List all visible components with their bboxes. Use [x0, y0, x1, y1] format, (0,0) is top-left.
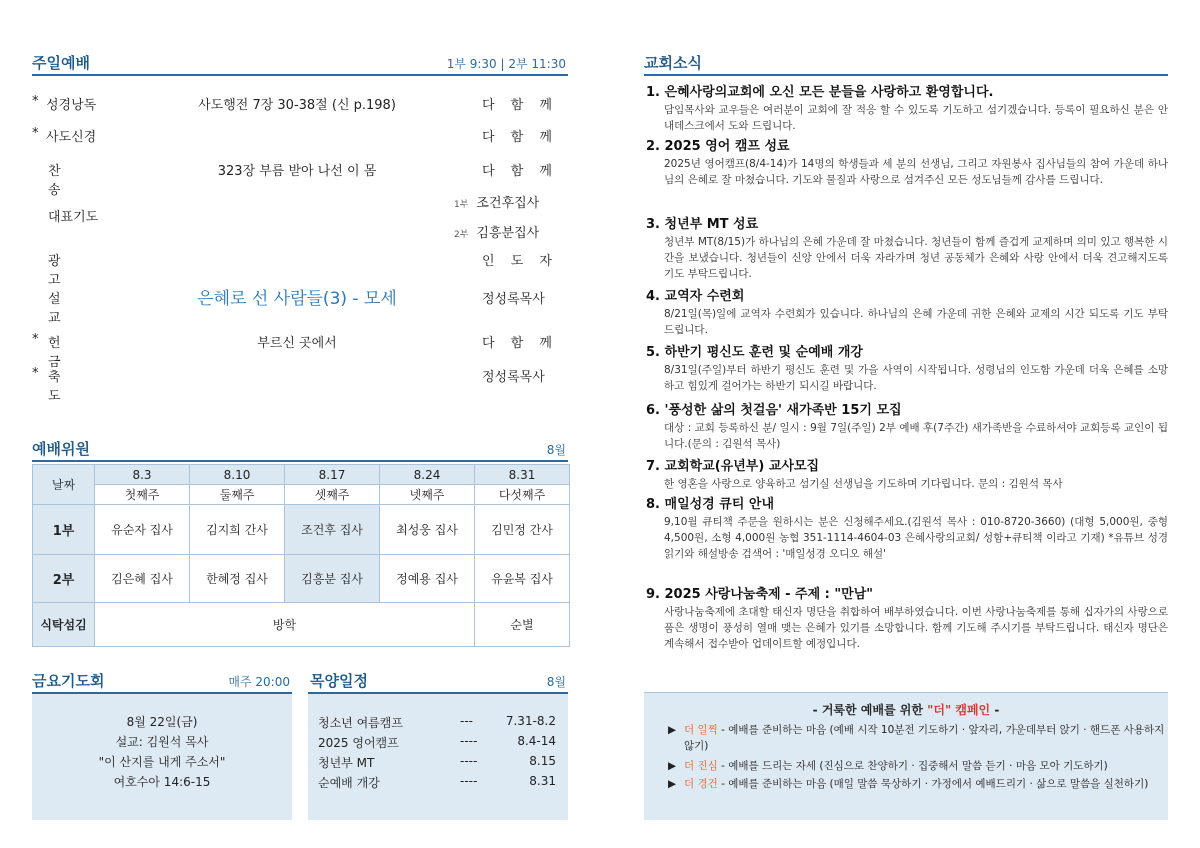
- row-label-1: 1부: [33, 505, 95, 555]
- sermon-title: 은혜로 선 사람들(3) - 모세: [197, 289, 397, 309]
- schedule-box: 청소년 여름캠프 --- 7.31-8.2 2025 영어캠프 ---- 8.4-14 청년부 MT ---- 8.15 순예배 개강 ---- 8.31: [308, 694, 568, 820]
- campaign-box: [644, 692, 1168, 820]
- staff-month: 8월: [546, 443, 566, 457]
- worship-title: 주일예배: [32, 54, 90, 72]
- news-item: 1. 은혜사랑의교회에 오신 모든 분들을 사랑하고 환영합니다. 담임목사와 교우들은 여러분이 교회에 잘 적응 할 수 있도록 기도하고 섬기겠습니다. 등록이 필요하신 분은 안내데스크에서 도와 드립니다.: [646, 85, 1168, 132]
- news-item: 8. 매일성경 큐티 안내 9,10월 큐티책 주문을 원하시는 분은 신청해주세요.(김원석 목사 : 010-8720-3660) (대형 5,000원, 중형 4,500원, 소형 4,000원 농협 351-1114-4604-03 은혜사랑의교회/ 성함+큐티책 이라고 기재) *유튜브 성경읽기와 해설방송 검색어 : '매일성경 오디오 해설': [646, 497, 1168, 560]
- news-item: 4. 교역자 수련회 8/21일(목)일에 교역자 수련회가 있습니다. 하나님의 은혜 가운데 귀한 은혜와 교제의 시간 되도록 기도 부탁드립니다.: [646, 289, 1168, 336]
- staff-cell: 조건후 집사: [285, 505, 380, 555]
- news-rule: [644, 74, 1168, 76]
- week-cell: 다섯째주: [475, 485, 570, 505]
- meal-label: 식탁섬김: [33, 603, 95, 647]
- news-title: 교회소식: [644, 54, 702, 72]
- schedule-month: 8월: [546, 675, 566, 689]
- staff-cell: 유순자 집사: [95, 505, 190, 555]
- week-cell: 넷째주: [380, 485, 475, 505]
- date-cell: 8.3: [95, 465, 190, 485]
- news-item: 5. 하반기 평신도 훈련 및 순예배 개강 8/31일(주일)부터 하반기 평신도 훈련 및 가을 사역이 시작됩니다. 성령님의 인도함 가운데 더욱 은혜를 소망하고 힘있게 걸어가는 하반기 되시길 바랍니다.: [646, 345, 1168, 392]
- staff-cell: 한혜정 집사: [190, 555, 285, 603]
- staff-cell: 김은혜 집사: [95, 555, 190, 603]
- staff-cell: 김지희 간사: [190, 505, 285, 555]
- date-cell: 8.17: [285, 465, 380, 485]
- staff-title: 예배위원: [32, 440, 90, 458]
- friday-box: 8월 22일(금) 설교: 김원석 목사 "이 산지를 내게 주소서" 여호수아 14:6-15: [32, 694, 292, 820]
- staff-cell: 최성웅 집사: [380, 505, 475, 555]
- news-item: 7. 교회학교(유년부) 교사모집 한 영혼을 사랑으로 양육하고 섬기실 선생님을 기도하며 기다립니다. 문의 : 김원석 목사: [646, 459, 1063, 490]
- friday-title: 금요기도회: [32, 672, 105, 690]
- staff-cell: 유윤복 집사: [475, 555, 570, 603]
- schedule-title: 목양일정: [310, 672, 368, 690]
- staff-cell: 김민정 간사: [475, 505, 570, 555]
- news-item: 3. 청년부 MT 성료 청년부 MT(8/15)가 하나님의 은혜 가운데 잘 마쳤습니다. 청년들이 함께 즐겁게 교제하며 의미 있고 행복한 시간을 보냈습니다. 청년들이 신앙 안에서 더욱 자라가며 청년 공동체가 은혜와 사랑 안에서 더욱 견고해지도록 기도 부탁드립니다.: [646, 217, 1168, 280]
- campaign-item: ▶ 더 경건 - 예배를 준비하는 마음 (매일 말씀 묵상하기 · 가정에서 예배드리기 · 삶으로 말씀을 실천하기): [668, 778, 1149, 790]
- news-item: 9. 2025 사랑나눔축제 - 주제 : "만남" 사랑나눔축제에 초대할 태신자 명단을 취합하여 배부하였습니다. 이번 사랑나눔축제를 통해 십자가의 사랑으로 품은 생명이 풍성히 열매 맺는 은혜가 있기를 소망합니다. 함께 기도해 주시기를 부탁드립니다. 태신자 명단은 계속해서 접수받아 업데이트할 예정입니다.: [646, 587, 1168, 650]
- campaign-item: ▶ 더 일찍 - 예배를 준비하는 마음 (예배 시작 10분전 기도하기 · 앞자리, 가운데부터 앉기 · 핸드폰 사용하지 않기): [668, 724, 1165, 752]
- staff-cell: 김흥분 집사: [285, 555, 380, 603]
- week-cell: 첫째주: [95, 485, 190, 505]
- staff-rule: [32, 460, 568, 462]
- meal-main: 방학: [95, 603, 475, 647]
- campaign-title: - 거룩한 예배를 위한 "더" 캠페인 -: [812, 703, 1000, 717]
- friday-time: 매주 20:00: [228, 675, 290, 689]
- news-item: 2. 2025 영어 캠프 성료 2025년 영어캠프(8/4-14)가 14명의 학생들과 세 분의 선생님, 그리고 자원봉사 집사님들의 참여 가운데 하나님의 은혜로 잘 마쳤습니다. 기도와 물질과 사랑으로 섬겨주신 모든 성도님들께 감사를 드립니다.: [646, 139, 1168, 186]
- worship-times: 1부 9:30 | 2부 11:30: [446, 57, 566, 71]
- triangle-bullet-icon: ▶: [668, 760, 677, 772]
- date-cell: 8.24: [380, 465, 475, 485]
- staff-cell: 정예용 집사: [380, 555, 475, 603]
- triangle-bullet-icon: ▶: [668, 778, 677, 790]
- date-header: 날짜: [33, 465, 95, 505]
- staff-table: [32, 464, 570, 647]
- triangle-bullet-icon: ▶: [668, 724, 677, 736]
- week-cell: 셋째주: [285, 485, 380, 505]
- campaign-item: ▶ 더 진심 - 예배를 드리는 자세 (진심으로 찬양하기 · 집중해서 말씀 듣기 · 마음 모아 기도하기): [668, 760, 1108, 772]
- meal-last: 순별: [475, 603, 570, 647]
- worship-rule: [32, 74, 568, 76]
- date-cell: 8.10: [190, 465, 285, 485]
- week-cell: 둘째주: [190, 485, 285, 505]
- news-item: 6. '풍성한 삶의 첫걸음' 새가족반 15기 모집 대상 : 교회 등록하신 분/ 일시 : 9월 7일(주일) 2부 예배 후(7주간) 새가족반을 수료하셔야 교회등록 교인이 됩니다.(문의 : 김원석 목사): [646, 403, 1168, 450]
- row-label-2: 2부: [33, 555, 95, 603]
- date-cell: 8.31: [475, 465, 570, 485]
